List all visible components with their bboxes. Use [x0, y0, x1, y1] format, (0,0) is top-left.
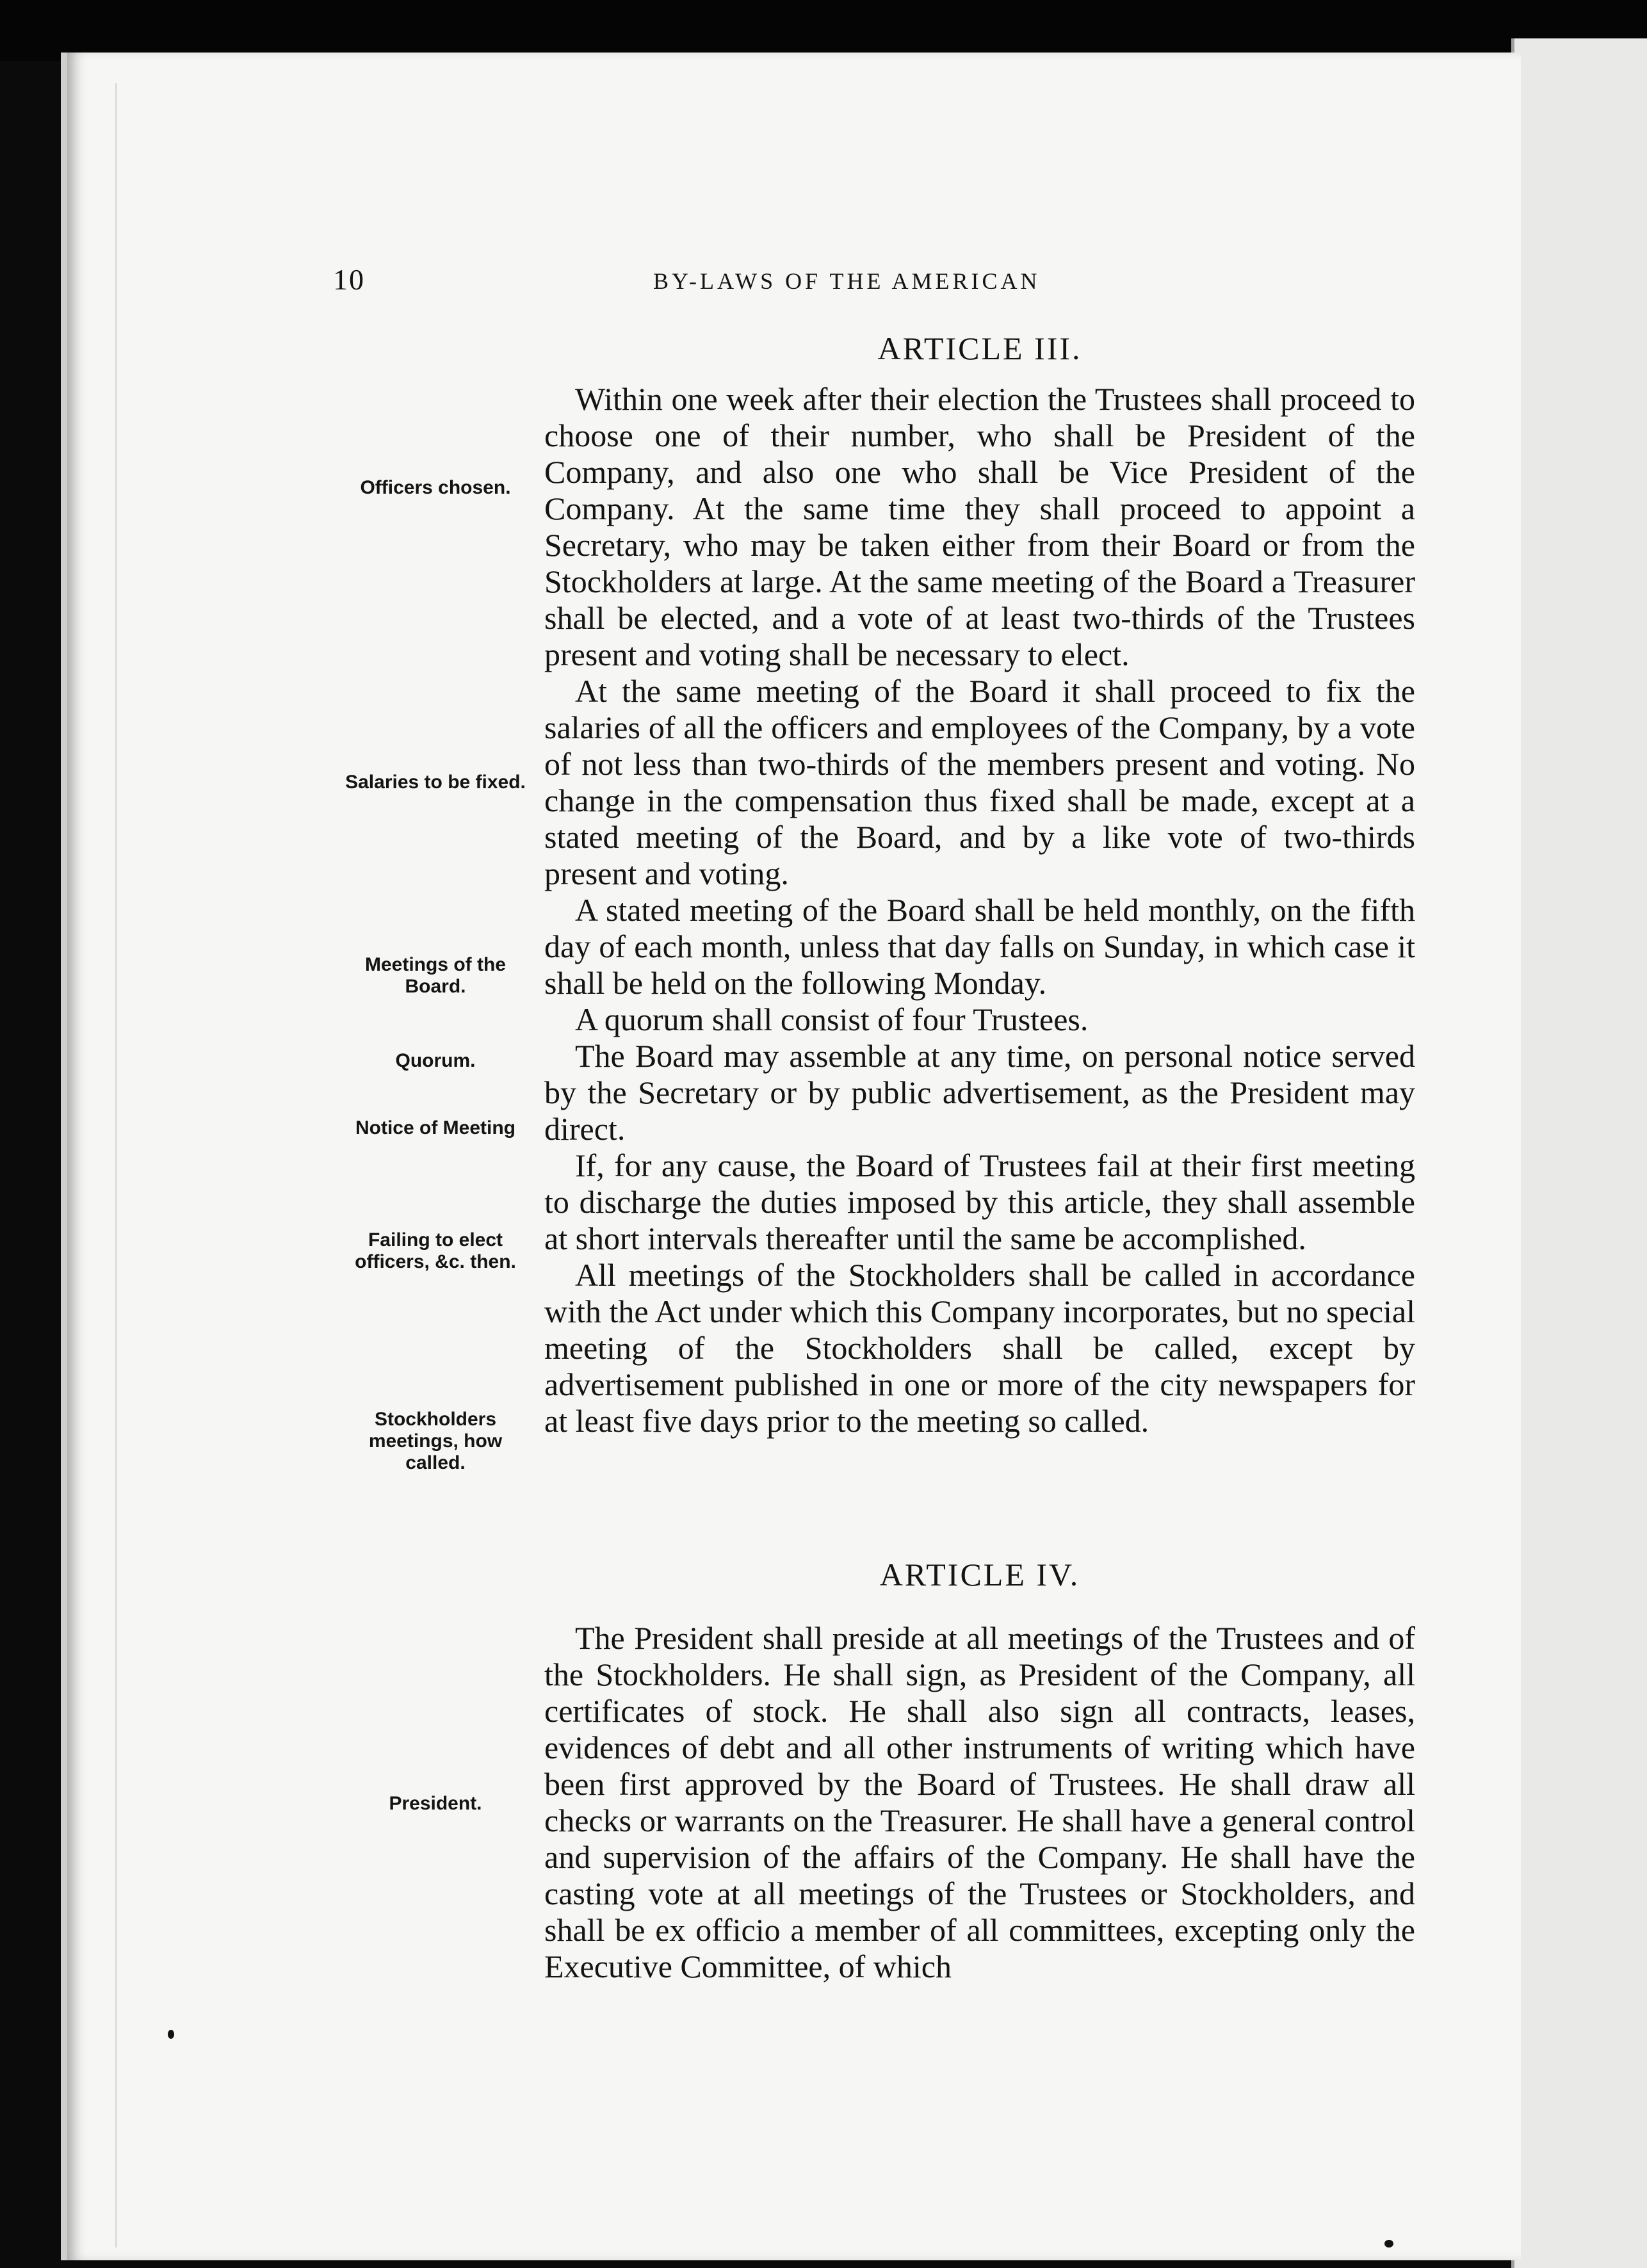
article-3-paragraph: Within one week after their election the Trustees shall proceed to choose one of their number, who shall be President of the Company, and also one who shall be Vice President of the Company. At the same time they shall proceed to appoint a Secretary, who may be taken either from their Board or from the Stockholders at large. At the same meeting of the Board a Treasurer shall be elected, and a vote of at least two-thirds of the Trustees present and voting shall be necessary to elect. — [544, 381, 1415, 672]
article-3-paragraph: A quorum shall consist of four Trustees. — [575, 1001, 1089, 1037]
article-3-paragraph: The Board may assemble at any time, on personal notice served by the Secretary or by public advertisement, as the President may direct. — [544, 1038, 1415, 1147]
running-head: BY-LAWS OF THE AMERICAN — [653, 268, 1041, 294]
margin-note-president: President. — [389, 1793, 482, 1814]
page-gutter-line — [115, 83, 117, 2248]
page-number: 10 — [333, 263, 365, 296]
margin-note-stockholders-meetings: Stockholders meetings, how called. — [368, 1409, 503, 1473]
page-header — [333, 263, 1422, 307]
article-3-paragraph: If, for any cause, the Board of Trustees fail at their first meeting to discharge the duties imposed by this article, they shall assemble at short intervals thereafter until the same be accomplished. — [544, 1147, 1415, 1256]
article-3-paragraph: All meetings of the Stockholders shall be called in accordance with the Act under which this Company incorporates, but no special meeting of the Stockholders shall be called, except by advertisement published in one or more of the city newspapers for at least five days prior to the meeting so called. — [544, 1257, 1415, 1439]
margin-note-meetings-board: Meetings of the Board. — [364, 954, 506, 997]
margin-note-failing-to-elect: Failing to elect officers, &c. then. — [355, 1229, 516, 1272]
article-4-body — [544, 1620, 1415, 1985]
margin-note-salaries: Salaries to be fixed. — [345, 772, 526, 793]
article-3-paragraph: At the same meeting of the Board it shall proceed to fix the salaries of all the officers and employees of the Company, by a vote of not less than two-thirds of the members present and voting. No change in the compensation thus fixed shall be made, except at a stated meeting of the Board, and by a like vote of two-thirds present and voting. — [544, 673, 1415, 891]
margin-note-quorum: Quorum. — [395, 1050, 476, 1071]
article-4-heading: ARTICLE IV. — [879, 1557, 1080, 1592]
margin-note-notice: Notice of Meeting — [355, 1117, 515, 1138]
facing-page-edge — [1511, 38, 1647, 2268]
scan-top-border — [0, 0, 1647, 61]
margin-note-officers-chosen: Officers chosen. — [360, 477, 511, 498]
article-3-paragraph: A stated meeting of the Board shall be held monthly, on the fifth day of each month, unless that day falls on Sunday, in which case it shall be held on the following Monday. — [544, 892, 1415, 1001]
article-3-heading: ARTICLE III. — [877, 330, 1082, 366]
article-4-paragraph: The President shall preside at all meetings of the Trustees and of the Stockholders. He shall sign, as President of the Company, all certificates of stock. He shall also sign all contracts, leases, evidences of debt and all other instruments of writing which have been first approved by the Board of Trustees. He shall draw all checks or warrants on the Treasurer. He shall have a general control and supervision of the affairs of the Company. He shall have the casting vote at all meetings of the Trustees or Stockholders, and shall be ex officio a member of all committees, excepting only the Executive Committee, of which — [544, 1620, 1415, 1984]
scan-speck — [168, 2030, 174, 2039]
article-3-body — [544, 381, 1415, 1439]
scan-speck — [1384, 2240, 1393, 2248]
